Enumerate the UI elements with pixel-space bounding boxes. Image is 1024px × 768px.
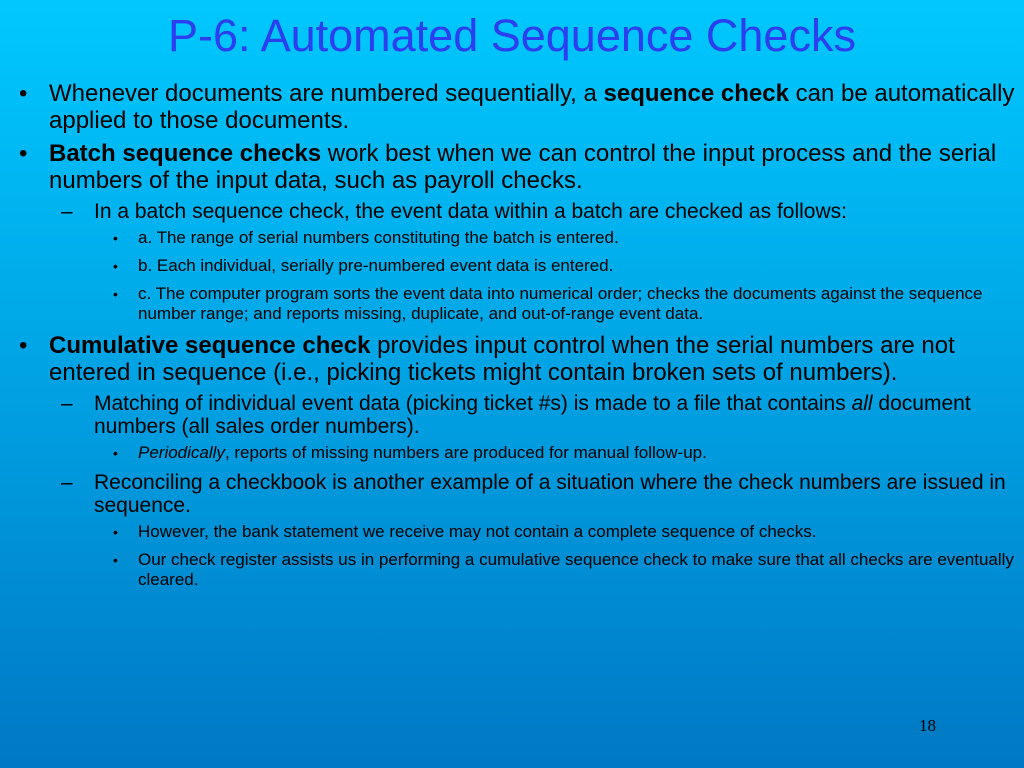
subbullet-batch-check-steps xyxy=(14,200,1016,223)
list-item-bank-statement xyxy=(14,522,1016,542)
bullet-marker: • xyxy=(19,332,28,359)
subbullet-text: document numbers (all sales order numbers). xyxy=(94,392,971,438)
page-number: 18 xyxy=(919,716,936,735)
bullet-marker: • xyxy=(113,286,118,302)
bullet-text: work best when we can control the input process and the serial numbers of the input data, such as payroll checks. xyxy=(49,140,997,194)
list-item-step-a xyxy=(14,228,1016,248)
bullet-marker: • xyxy=(113,445,118,461)
bullet-sequence-check xyxy=(14,80,1016,134)
bullet-marker: • xyxy=(113,524,118,540)
bullet-cumulative-sequence-check xyxy=(14,332,1016,386)
list-item-check-register xyxy=(14,550,1016,590)
list-item-italic-term: Periodically xyxy=(138,443,225,462)
list-item-text: c. The computer program sorts the event data into numerical order; checks the documents against the sequence number range; and reports missing, duplicate, and out-of-range event data. xyxy=(138,284,983,323)
list-item-text: b. Each individual, serially pre-numbered event data is entered. xyxy=(138,256,614,275)
subbullet-text: Matching of individual event data (picking ticket #s) is made to a file that contains xyxy=(94,392,852,415)
bullet-bold-term: Cumulative sequence check xyxy=(49,332,371,359)
subbullet-reconciling-checkbook xyxy=(14,471,1016,517)
list-item-text: , reports of missing numbers are produced for manual follow-up. xyxy=(224,443,707,462)
bullet-text: provides input control when the serial numbers are not entered in sequence (i.e., picking tickets might contain broken sets of numbers). xyxy=(49,332,955,386)
bullet-bold-term: sequence check xyxy=(603,80,789,107)
dash-marker: – xyxy=(61,200,73,223)
list-item-text: a. The range of serial numbers constituting the batch is entered. xyxy=(138,228,619,247)
bullet-marker: • xyxy=(113,552,118,568)
bullet-marker: • xyxy=(113,230,118,246)
list-item-text: Our check register assists us in performing a cumulative sequence check to make sure that all checks are eventually cleared. xyxy=(138,550,1014,589)
bullet-marker: • xyxy=(19,80,28,107)
subbullet-text: Reconciling a checkbook is another example of a situation where the check numbers are issued in sequence. xyxy=(94,471,1006,517)
subbullet-matching-event-data xyxy=(14,392,1016,438)
list-item-text: However, the bank statement we receive may not contain a complete sequence of checks. xyxy=(138,522,817,541)
list-item-step-b xyxy=(14,256,1016,276)
bullet-batch-sequence-checks xyxy=(14,140,1016,194)
dash-marker: – xyxy=(61,392,73,415)
list-item-step-c xyxy=(14,284,1016,324)
bullet-text: can be automatically applied to those documents. xyxy=(49,80,1015,134)
list-item-periodically xyxy=(14,443,1016,463)
subbullet-italic-term: all xyxy=(851,392,873,415)
slide-content xyxy=(14,80,1016,598)
slide-title: P-6: Automated Sequence Checks xyxy=(168,10,856,61)
bullet-marker: • xyxy=(113,258,118,274)
subbullet-text: In a batch sequence check, the event data within a batch are checked as follows: xyxy=(94,200,847,223)
bullet-text: Whenever documents are numbered sequentially, a xyxy=(49,80,604,107)
bullet-bold-term: Batch sequence checks xyxy=(49,140,322,167)
dash-marker: – xyxy=(61,471,73,494)
bullet-marker: • xyxy=(19,140,28,167)
